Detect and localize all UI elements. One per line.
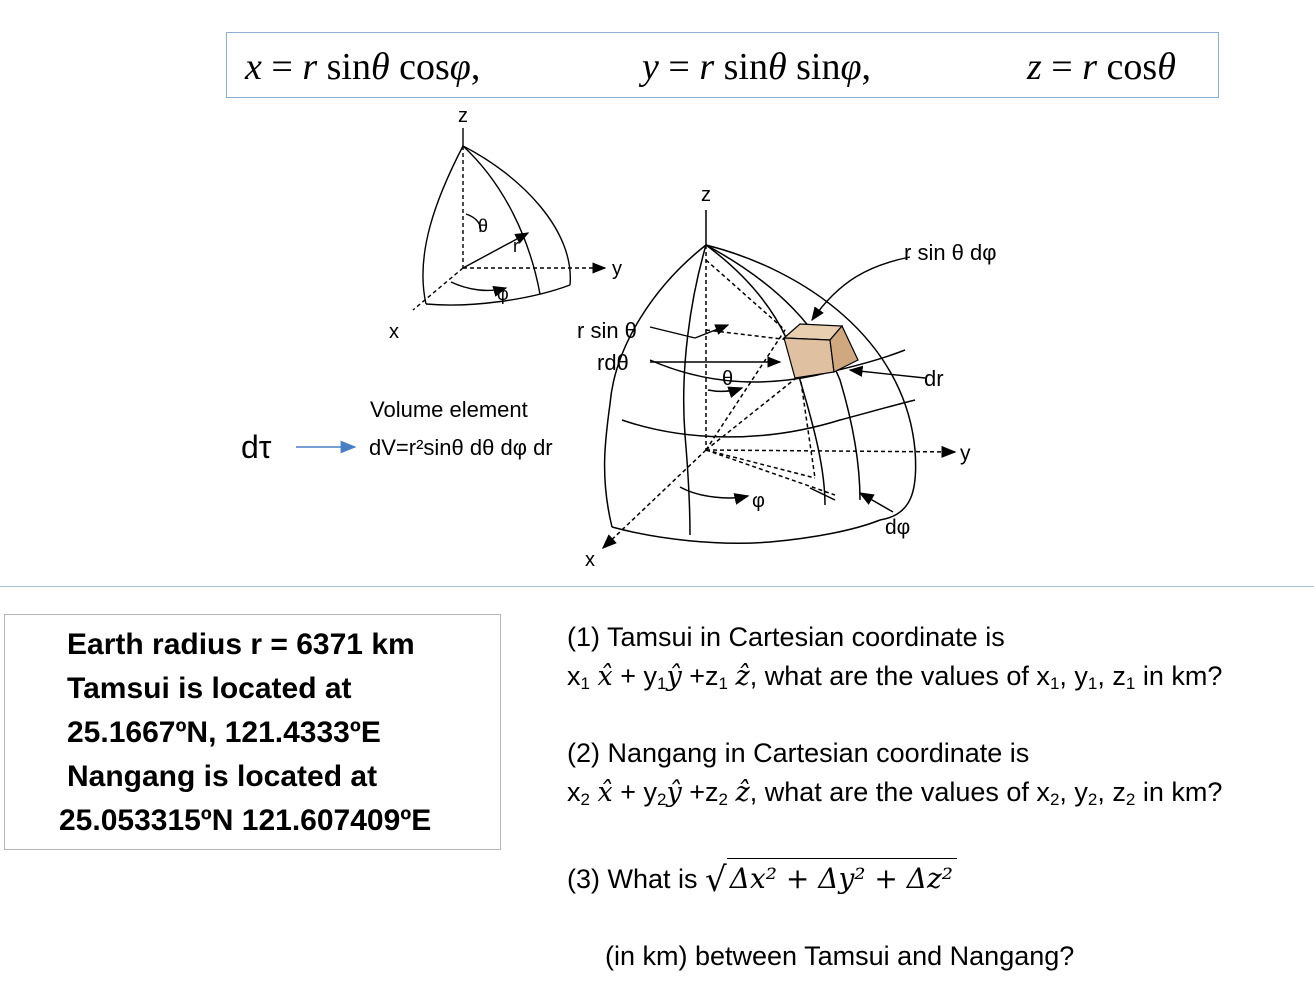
question-3-line-2: (in km) between Tamsui and Nangang? <box>605 941 1075 971</box>
small-phi-label: φ <box>497 284 509 304</box>
small-r-label: r <box>513 236 519 256</box>
sqrt-expression: √ Δx² + Δy² + Δz² <box>705 858 957 900</box>
small-theta-label: θ <box>478 216 489 236</box>
volume-element-title: Volume element <box>370 397 528 422</box>
question-2-line-1: (2) Nangang in Cartesian coordinate is <box>567 738 1030 768</box>
large-axis-z-label: z <box>701 184 711 206</box>
rsin-dphi-label: r sin θ dφ <box>904 240 997 265</box>
equation-x: x = r sinθ cosφ, <box>245 46 481 88</box>
large-theta-label: θ <box>722 368 734 390</box>
equations-box <box>226 32 1219 98</box>
volume-element-formula: dV=r²sinθ dθ dφ dr <box>369 435 553 460</box>
tamsui-label-line: Tamsui is located at <box>67 672 352 705</box>
question-1-line-2: $x_1$ x̂ + $y_1ŷ +z_1$ ẑ, what are the values of $x_1$, $y_1$, $z_1$ in km? <box>567 661 1223 693</box>
large-phi-label: φ <box>752 490 765 512</box>
spherical-coordinates-diagram <box>0 100 1314 584</box>
equation-y: y = r sinθ sinφ, <box>642 46 872 88</box>
volume-element-cube <box>784 324 858 378</box>
equation-z: z = r cosθ <box>1027 46 1176 88</box>
dphi-label: dφ <box>885 516 911 539</box>
nangang-label-line: Nangang is located at <box>67 760 378 793</box>
tamsui-coordinates: 25.1667ºN, 121.4333ºE <box>67 716 381 749</box>
earth-radius-line: Earth radius r = 6371 km <box>67 628 415 661</box>
earth-info-box <box>4 614 501 850</box>
question-3-line-1: (3) What is √ Δx² + Δy² + Δz² <box>567 858 957 900</box>
dr-label: dr <box>924 366 944 391</box>
question-2-line-2: $x_2$ x̂ + $y_2ŷ +z_2$ ẑ, what are the values of $x_2$, $y_2$, $z_2$ in km? <box>567 777 1223 809</box>
section-divider <box>0 586 1314 587</box>
small-axis-y-label: y <box>612 258 622 280</box>
rdtheta-label: rdθ <box>597 350 629 375</box>
large-axis-x-label: x <box>585 549 595 571</box>
small-axis-z-label: z <box>458 105 468 127</box>
dtau-label: dτ <box>241 429 272 465</box>
small-axis-x-label: x <box>389 321 399 343</box>
question-1-line-1: (1) Tamsui in Cartesian coordinate is <box>567 622 1005 652</box>
rsin-label: r sin θ <box>577 318 637 343</box>
small-sphere-octant <box>413 128 605 310</box>
nangang-coordinates: 25.053315ºN 121.607409ºE <box>59 804 432 837</box>
large-axis-y-label: y <box>960 442 971 465</box>
large-sphere-octant <box>603 210 955 548</box>
